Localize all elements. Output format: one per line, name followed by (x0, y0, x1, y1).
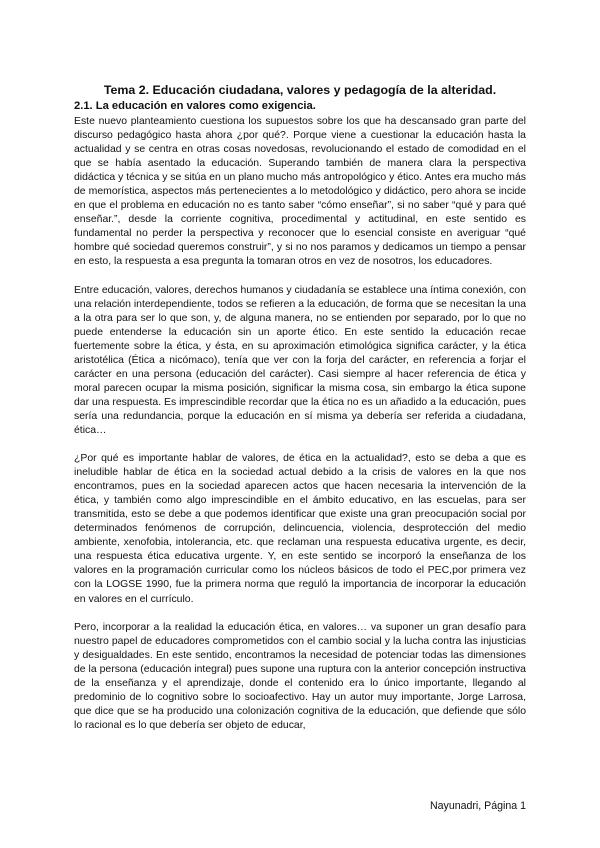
page-footer: Nayunadri, Página 1 (430, 800, 526, 812)
document-body (74, 115, 526, 747)
paragraph-1: Este nuevo planteamiento cuestiona los supuestos sobre los que ha descansado gran parte del discurso pedagógico hasta ahora ¿por qué?. Porque viene a cuestionar la educación hasta la actualidad y se centra en otras cosas novedosas, revolucionando el estado de comodidad en el que se había asentado la educación. Superando también de manera clara la perspectiva didáctica y técnica y se sitúa en un plano mucho más antropológico y ético. Antes era mucho más de memorística, aspectos más pertenecientes a lo metodológico y didáctico, pero ahora se incide en que el problema en educación no es tanto saber “cómo enseñar”, si no saber “qué y para qué enseñar.”, desde la corriente cognitiva, procedimental y actitudinal, en este sentido es fundamental no perder la perspectiva y reconocer que lo esencial consiste en averiguar “qué hombre qué sociedad queremos construir”, y si no nos paramos y dedicamos un tiempo a pensar en esto, la respuesta a esa pregunta la tomaran otros en vez de nosotros, los educadores. (74, 116, 526, 268)
paragraph-4: Pero, incorporar a la realidad la educación ética, en valores… va suponer un gran desafío para nuestro papel de educadores comprometidos con el cambio social y la lucha contra las injusticias y desigualdades. En este sentido, encontramos la necesidad de potenciar todas las dimensiones de la persona (educación integral) pues supone una ruptura con la anterior concepción instructiva de la enseñanza y el aprendizaje, donde el contenido era lo único importante, llegando al predominio de lo cognitivo sobre lo socioafectivo. Hay un autor muy importante, Jorge Larrosa, que dice que se ha producido una colonización cognitiva de la educación, que defiende que sólo lo racional es lo que debería ser objeto de educar, (74, 621, 526, 731)
section-heading: 2.1. La educación en valores como exigencia. (74, 100, 316, 112)
paragraph-2: Entre educación, valores, derechos humanos y ciudadanía se establece una íntima conexión, con una relación interdependiente, todos se refieren a la educación, de forma que se necesitan la una a la otra para ser lo que son, y, de alguna manera, no se entienden por separado, por lo que no puede entenderse la educación sin un aporte ético. En este sentido la educación recae fuertemente sobre la ética, y ésta, en su aproximación etimológica significa carácter, y la ética aristotélica (Ética a nicómaco), tenía que ver con la forja del carácter, en referencia a forjar el carácter en una persona (educación del carácter). Casi siempre al hacer referencia de ética y moral parecen ocupar la misma posición, significar la misma cosa, sin embargo la ética supone dar una respuesta. Es imprescindible recordar que la ética no es un añadido a la educación, pues sería una redundancia, porque la educación en sí misma ya debería ser referida a ciudadana, ética… (74, 284, 526, 436)
paragraph-3: ¿Por qué es importante hablar de valores, de ética en la actualidad?, esto se deba a que es ineludible hablar de ética en la sociedad actual debido a la crisis de valores en la que nos encontramos, pues en la sociedad aparecen actos que hacen necesaria la intervención de la ética, y también como algo imprescindible en el ámbito educativo, en las escuelas, para ser transmitida, esto se debe a que podemos identificar que existe una gran preocupación social por determinados fenómenos de corrupción, delincuencia, violencia, desprotección del medio ambiente, xenofobia, intolerancia, etc. que reclaman una respuesta educativa urgente, es decir, una respuesta ética educativa urgente. Y, en este sentido se incorporó la enseñanza de los valores en la programación curricular como los núcleos básicos de todo el PEC,por primera vez con la LOGSE 1990, fue la primera norma que reguló la importancia de incorporar la educación en valores en el currículo. (74, 453, 526, 605)
document-title: Tema 2. Educación ciudadana, valores y pedagogía de la alteridad. (103, 83, 497, 97)
